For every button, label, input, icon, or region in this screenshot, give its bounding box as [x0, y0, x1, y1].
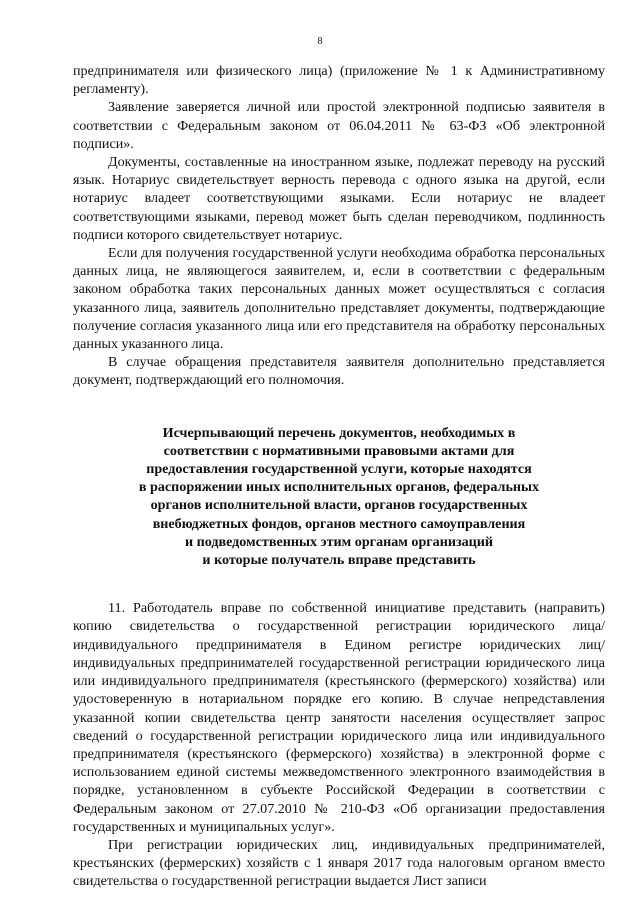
paragraph: При регистрации юридических лиц, индивидуальных предпринимателей, крестьянских (фермерских) хозяйств с 1 января 2017 года налоговым органом вместо свидетельства о государственной регистрации выдается Лист записи — [73, 836, 605, 890]
paragraph: Заявление заверяется личной или простой электронной подписью заявителя в соответствии с Федеральным законом от 06.04.2011 № 63-ФЗ «Об электронной подписи». — [73, 99, 605, 152]
page-number: 8 — [317, 36, 323, 47]
paragraph: Если для получения государственной услуги необходима обработка персональных данных лица, не являющегося заявителем, и, если в соответствии с федеральным законом обработка таких персональных данных может осуществляться с согласия указанного лица, заявитель дополнительно представляет документы, подтверждающие получение согласия указанного лица или его представителя на обработку персональных данных указанного лица. — [73, 245, 605, 353]
heading-line: и подведомственных этим органам организаций — [184, 533, 494, 550]
heading-line: соответствии с нормативными правовыми актами для — [163, 442, 515, 459]
heading-line: Исчерпывающий перечень документов, необходимых в — [162, 424, 516, 441]
document-body — [73, 62, 605, 891]
section-heading — [73, 424, 605, 570]
paragraph: В случае обращения представителя заявителя дополнительно представляется документ, подтверждающий его полномочия. — [73, 354, 605, 389]
paragraph-item-11: 11. Работодатель вправе по собственной инициативе представить (направить) копию свидетельства о государственной регистрации юридического лица/индивидуального предпринимателя в Едином регистре юридических лиц/индивидуальных предпринимателей государственной регистрации юридического лица или индивидуального предпринимателя (крестьянского (фермерского) хозяйства) или удостоверенную в нотариальном порядке его копию. В случае непредставления указанной копии свидетельства центр занятости населения осуществляет запрос сведений о государственной регистрации юридического лица или индивидуального предпринимателя (крестьянского (фермерского) хозяйства) в электронной форме с использованием единой системы межведомственного электронного взаимодействия в порядке, установленном в субъекте Российской Федерации в соответствии с Федеральным законом от 27.07.2010 № 210-ФЗ «Об организации предоставления государственных и муниципальных услуг». — [73, 600, 605, 835]
paragraph: предпринимателя или физического лица) (приложение № 1 к Административному регламенту). — [73, 63, 605, 98]
heading-line: внебюджетных фондов, органов местного самоуправления — [152, 515, 526, 532]
heading-line: органов исполнительной власти, органов государственных — [150, 497, 528, 514]
paragraph: Документы, составленные на иностранном языке, подлежат переводу на русский язык. Нотариус свидетельствует верность перевода с одного языка на другой, если нотариус владеет соответствующими языками. Если нотариус не владеет соответствующими языками, перевод может быть сделан переводчиком, подлинность подписи которого свидетельствует нотариус. — [73, 154, 605, 243]
heading-line: и которые получатель вправе представить — [202, 552, 476, 569]
heading-line: в распоряжении иных исполнительных органов, федеральных — [138, 479, 540, 496]
heading-line: предоставления государственной услуги, которые находятся — [146, 461, 532, 478]
